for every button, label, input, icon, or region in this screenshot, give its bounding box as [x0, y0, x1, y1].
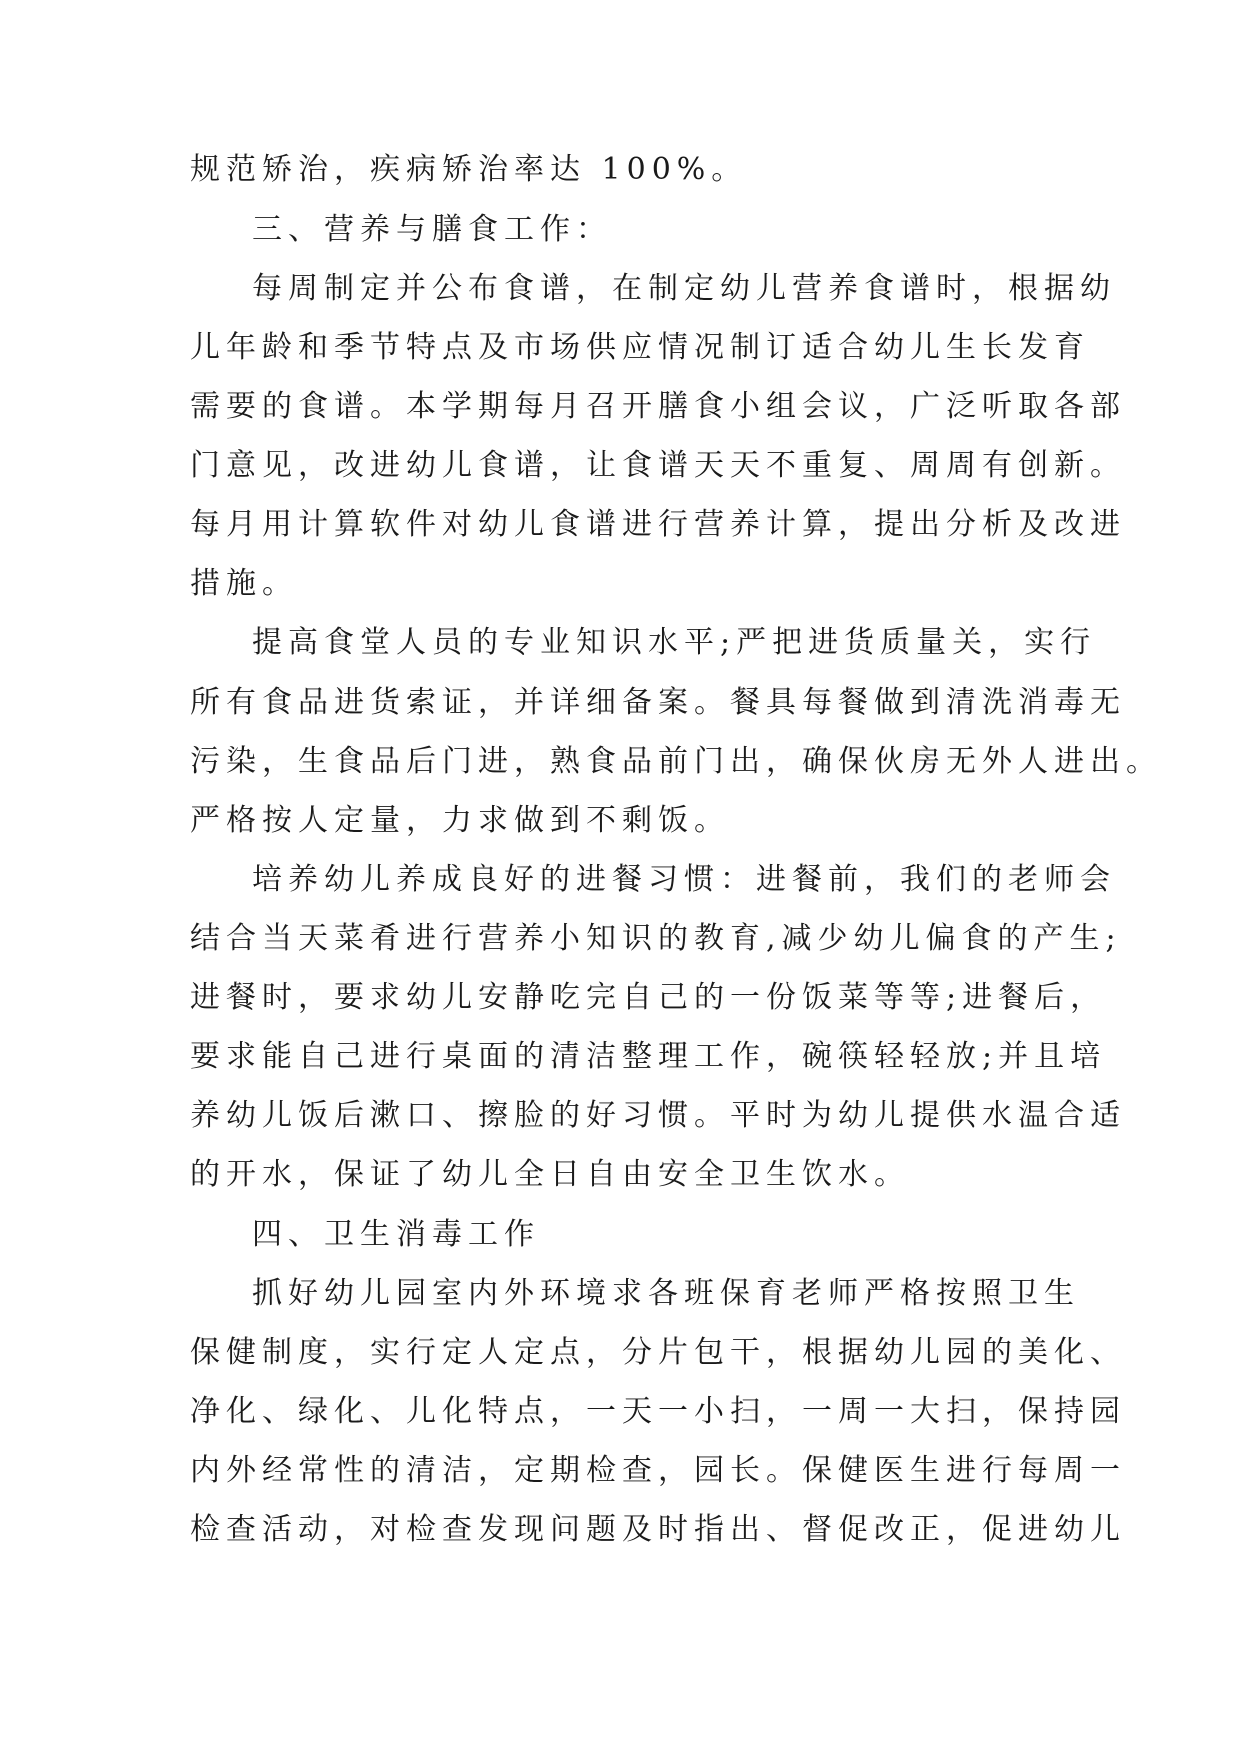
text-line: 污染，生食品后门进，熟食品前门出，确保伙房无外人进出。 — [190, 744, 1162, 779]
text-line: 所有食品进货索证，并详细备案。餐具每餐做到清洗消毒无 — [190, 685, 1126, 720]
text-line: 养幼儿饭后漱口、擦脸的好习惯。平时为幼儿提供水温合适 — [190, 1098, 1126, 1133]
text-line: 进餐时，要求幼儿安静吃完自己的一份饭菜等等;进餐后， — [190, 980, 1107, 1015]
text-line: 每周制定并公布食谱，在制定幼儿营养食谱时，根据幼 — [252, 271, 1116, 306]
text-line: 规范矫治，疾病矫治率达 100%。 — [190, 152, 748, 187]
text-line: 抓好幼儿园室内外环境求各班保育老师严格按照卫生 — [252, 1276, 1080, 1311]
text-line: 提高食堂人员的专业知识水平;严把进货质量关，实行 — [252, 625, 1097, 660]
text-line: 每月用计算软件对幼儿食谱进行营养计算，提出分析及改进 — [190, 507, 1126, 542]
text-line: 措施。 — [190, 566, 298, 601]
text-line: 严格按人定量，力求做到不剩饭。 — [190, 803, 730, 838]
text-line: 培养幼儿养成良好的进餐习惯：进餐前，我们的老师会 — [252, 862, 1116, 897]
text-line: 要求能自己进行桌面的清洁整理工作，碗筷轻轻放;并且培 — [190, 1039, 1107, 1074]
section-heading: 四、卫生消毒工作 — [252, 1217, 540, 1252]
text-line: 检查活动，对检查发现问题及时指出、督促改正，促进幼儿 — [190, 1512, 1126, 1547]
text-line: 内外经常性的清洁，定期检查，园长。保健医生进行每周一 — [190, 1453, 1126, 1488]
text-line: 门意见，改进幼儿食谱，让食谱天天不重复、周周有创新。 — [190, 448, 1126, 483]
text-line: 儿年龄和季节特点及市场供应情况制订适合幼儿生长发育 — [190, 330, 1090, 365]
section-heading: 三、营养与膳食工作： — [252, 212, 612, 247]
text-line: 的开水，保证了幼儿全日自由安全卫生饮水。 — [190, 1157, 910, 1192]
text-line: 净化、绿化、儿化特点，一天一小扫，一周一大扫，保持园 — [190, 1394, 1126, 1429]
text-line: 需要的食谱。本学期每月召开膳食小组会议，广泛听取各部 — [190, 389, 1126, 424]
text-line: 保健制度，实行定人定点，分片包干，根据幼儿园的美化、 — [190, 1335, 1126, 1370]
text-line: 结合当天菜肴进行营养小知识的教育,减少幼儿偏食的产生; — [190, 921, 1122, 956]
